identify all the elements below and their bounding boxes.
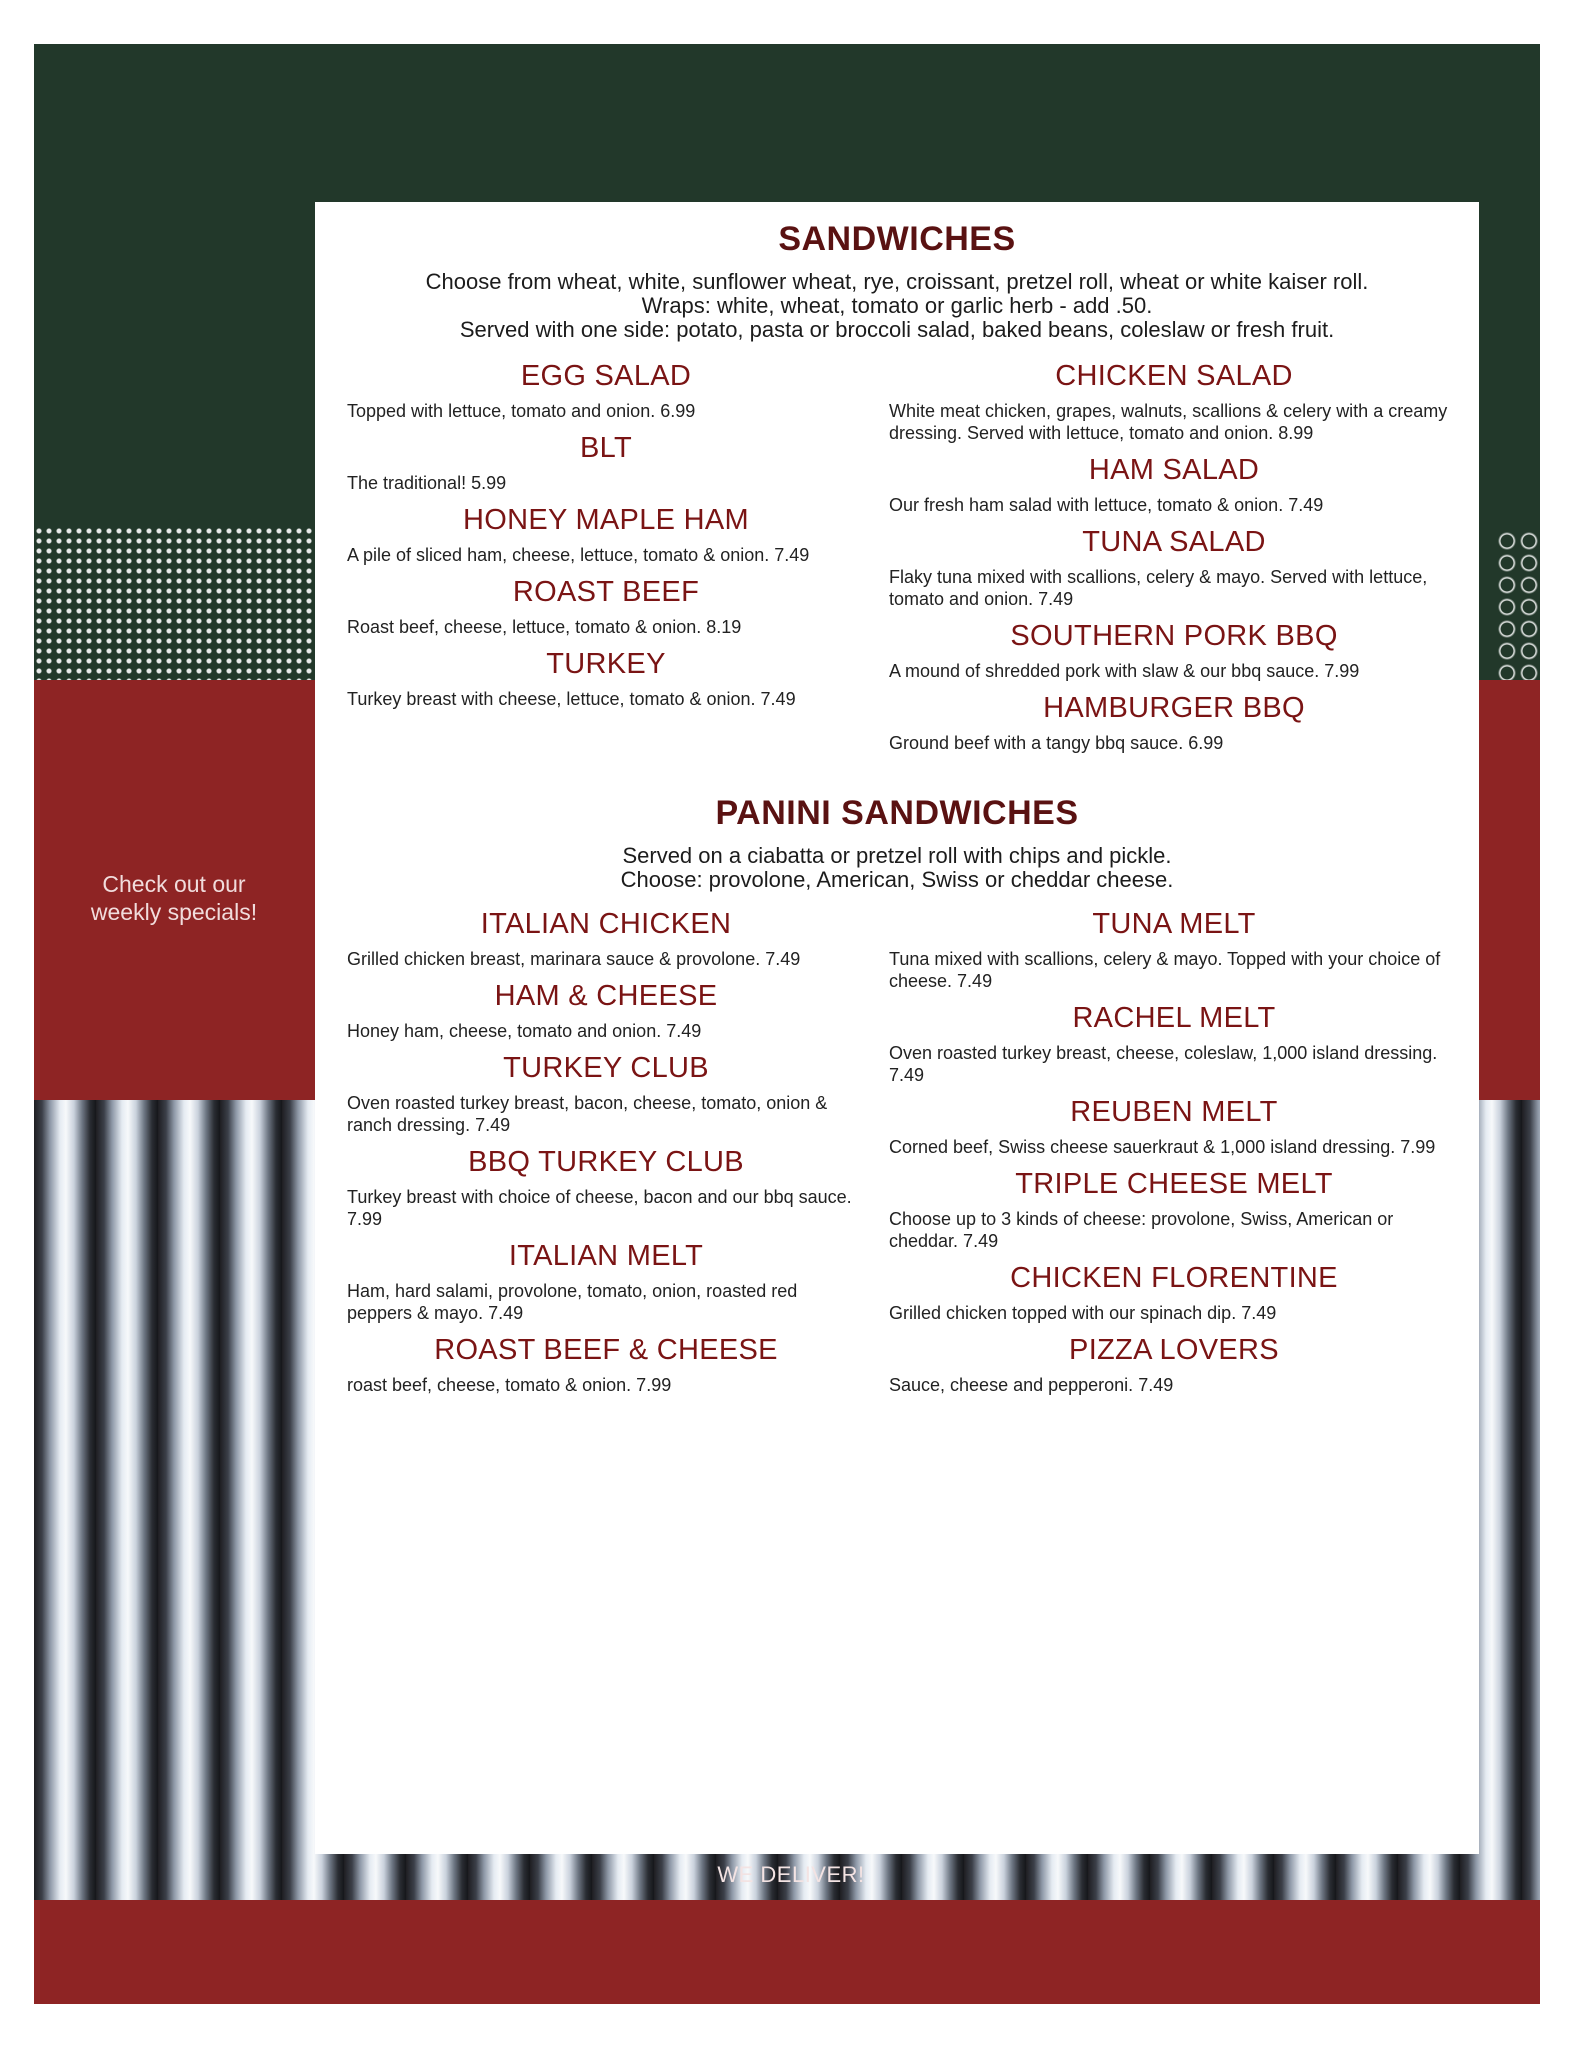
intro-line: Choose from wheat, white, sunflower wheat, rye, croissant, pretzel roll, wheat or white kaiser roll. [425,269,1369,294]
item-description: Corned beef, Swiss cheese sauerkraut & 1,000 island dressing. 7.99 [889,1137,1436,1157]
item-name: SOUTHERN PORK BBQ [1010,620,1338,652]
intro-line: Wraps: white, wheat, tomato or garlic herb - add .50. [641,293,1153,318]
item-name: HAM & CHEESE [494,980,718,1012]
item-name: PIZZA LOVERS [1069,1334,1279,1366]
menu-item [889,1166,1459,1252]
menu-item [889,1260,1459,1324]
sandwiches-columns [315,358,1479,762]
menu-item [889,1000,1459,1086]
item-name: RACHEL MELT [1072,1002,1276,1034]
menu-item [889,618,1459,682]
item-name: ROAST BEEF [512,576,700,608]
weekly-specials-note [34,870,314,926]
section-intro [315,844,1479,892]
item-description: Topped with lettuce, tomato and onion. 6.99 [347,401,696,421]
menu-item [347,1050,865,1136]
item-description: The traditional! 5.99 [347,473,507,493]
item-name: ROAST BEEF & CHEESE [434,1334,778,1366]
section-title: SANDWICHES [778,220,1016,258]
intro-line: Served with one side: potato, pasta or broccoli salad, baked beans, coleslaw or fresh fruit. [459,317,1335,342]
item-name: EGG SALAD [520,360,692,392]
item-name: CHICKEN FLORENTINE [1010,1262,1338,1294]
intro-line: Choose: provolone, American, Swiss or cheddar cheese. [620,867,1174,892]
side-note-line: Check out our [102,871,246,897]
intro-line: Served on a ciabatta or pretzel roll with chips and pickle. [622,843,1172,868]
item-description: White meat chicken, grapes, walnuts, scallions & celery with a creamy dressing. Served with lettuce, tomato and onion. 8.99 [889,401,1448,443]
menu-item [347,574,865,638]
menu-item [347,646,865,710]
item-name: TUNA SALAD [1082,526,1266,558]
item-description: Ground beef with a tangy bbq sauce. 6.99 [889,733,1224,753]
item-description: Grilled chicken breast, marinara sauce & provolone. 7.49 [347,949,801,969]
menu-item [889,1094,1459,1158]
section-title: PANINI SANDWICHES [715,794,1079,832]
item-description: Our fresh ham salad with lettuce, tomato & onion. 7.49 [889,495,1324,515]
item-description: Oven roasted turkey breast, cheese, coleslaw, 1,000 island dressing. 7.49 [889,1043,1438,1085]
item-name: REUBEN MELT [1070,1096,1278,1128]
item-name: TRIPLE CHEESE MELT [1015,1168,1333,1200]
item-name: HONEY MAPLE HAM [463,504,749,536]
item-description: Sauce, cheese and pepperoni. 7.49 [889,1375,1174,1395]
menu-item [347,502,865,566]
left-column [315,906,885,1404]
item-description: Grilled chicken topped with our spinach dip. 7.49 [889,1303,1277,1323]
item-name: ITALIAN CHICKEN [480,908,732,940]
item-description: Tuna mixed with scallions, celery & mayo. Topped with your choice of cheese. 7.49 [889,949,1441,991]
menu-item [347,358,865,422]
item-description: Choose up to 3 kinds of cheese: provolone, Swiss, American or cheddar. 7.49 [889,1209,1394,1251]
item-name: TUNA MELT [1092,908,1256,940]
menu-panel [315,202,1479,1854]
item-name: ITALIAN MELT [508,1240,704,1272]
menu-item [347,1332,865,1396]
pattern-texture-right [1496,530,1540,680]
we-deliver-banner: WE DELIVER! [717,1862,865,1887]
menu-item [889,452,1459,516]
menu-item [347,1238,865,1324]
item-name: HAMBURGER BBQ [1043,692,1305,724]
item-description: A pile of sliced ham, cheese, lettuce, tomato & onion. 7.49 [347,545,810,565]
left-column [315,358,885,762]
item-description: Flaky tuna mixed with scallions, celery & mayo. Served with lettuce, tomato and onion. 7.49 [889,567,1428,609]
item-description: Turkey breast with choice of cheese, bacon and our bbq sauce. 7.99 [347,1187,852,1229]
item-description: Honey ham, cheese, tomato and onion. 7.49 [347,1021,702,1041]
item-description: Turkey breast with cheese, lettuce, tomato & onion. 7.49 [347,689,796,709]
right-column [885,906,1479,1404]
menu-item [347,978,865,1042]
pattern-texture-left [34,526,314,680]
item-name: CHICKEN SALAD [1055,360,1293,392]
side-note-line: weekly specials! [90,899,258,925]
item-description: Ham, hard salami, provolone, tomato, onion, roasted red peppers & mayo. 7.49 [347,1281,798,1323]
panini-columns [315,906,1479,1404]
item-name: HAM SALAD [1088,454,1260,486]
item-name: TURKEY CLUB [503,1052,709,1084]
item-description: Oven roasted turkey breast, bacon, cheese, tomato, onion & ranch dressing. 7.49 [347,1093,828,1135]
sandwiches-section [315,202,1479,762]
menu-item [889,906,1459,992]
item-name: BLT [580,432,632,464]
menu-item [347,906,865,970]
menu-item [347,430,865,494]
red-footer-band [34,1900,1540,2004]
section-intro [315,270,1479,342]
item-name: BBQ TURKEY CLUB [468,1146,744,1178]
panini-section [315,762,1479,1404]
menu-item [889,524,1459,610]
menu-item [347,1144,865,1230]
item-description: Roast beef, cheese, lettuce, tomato & onion. 8.19 [347,617,742,637]
item-description: roast beef, cheese, tomato & onion. 7.99 [347,1375,672,1395]
menu-item [889,690,1459,754]
item-name: TURKEY [546,648,666,680]
menu-item [889,1332,1459,1396]
item-description: A mound of shredded pork with slaw & our bbq sauce. 7.99 [889,661,1360,681]
menu-item [889,358,1459,444]
right-column [885,358,1479,762]
